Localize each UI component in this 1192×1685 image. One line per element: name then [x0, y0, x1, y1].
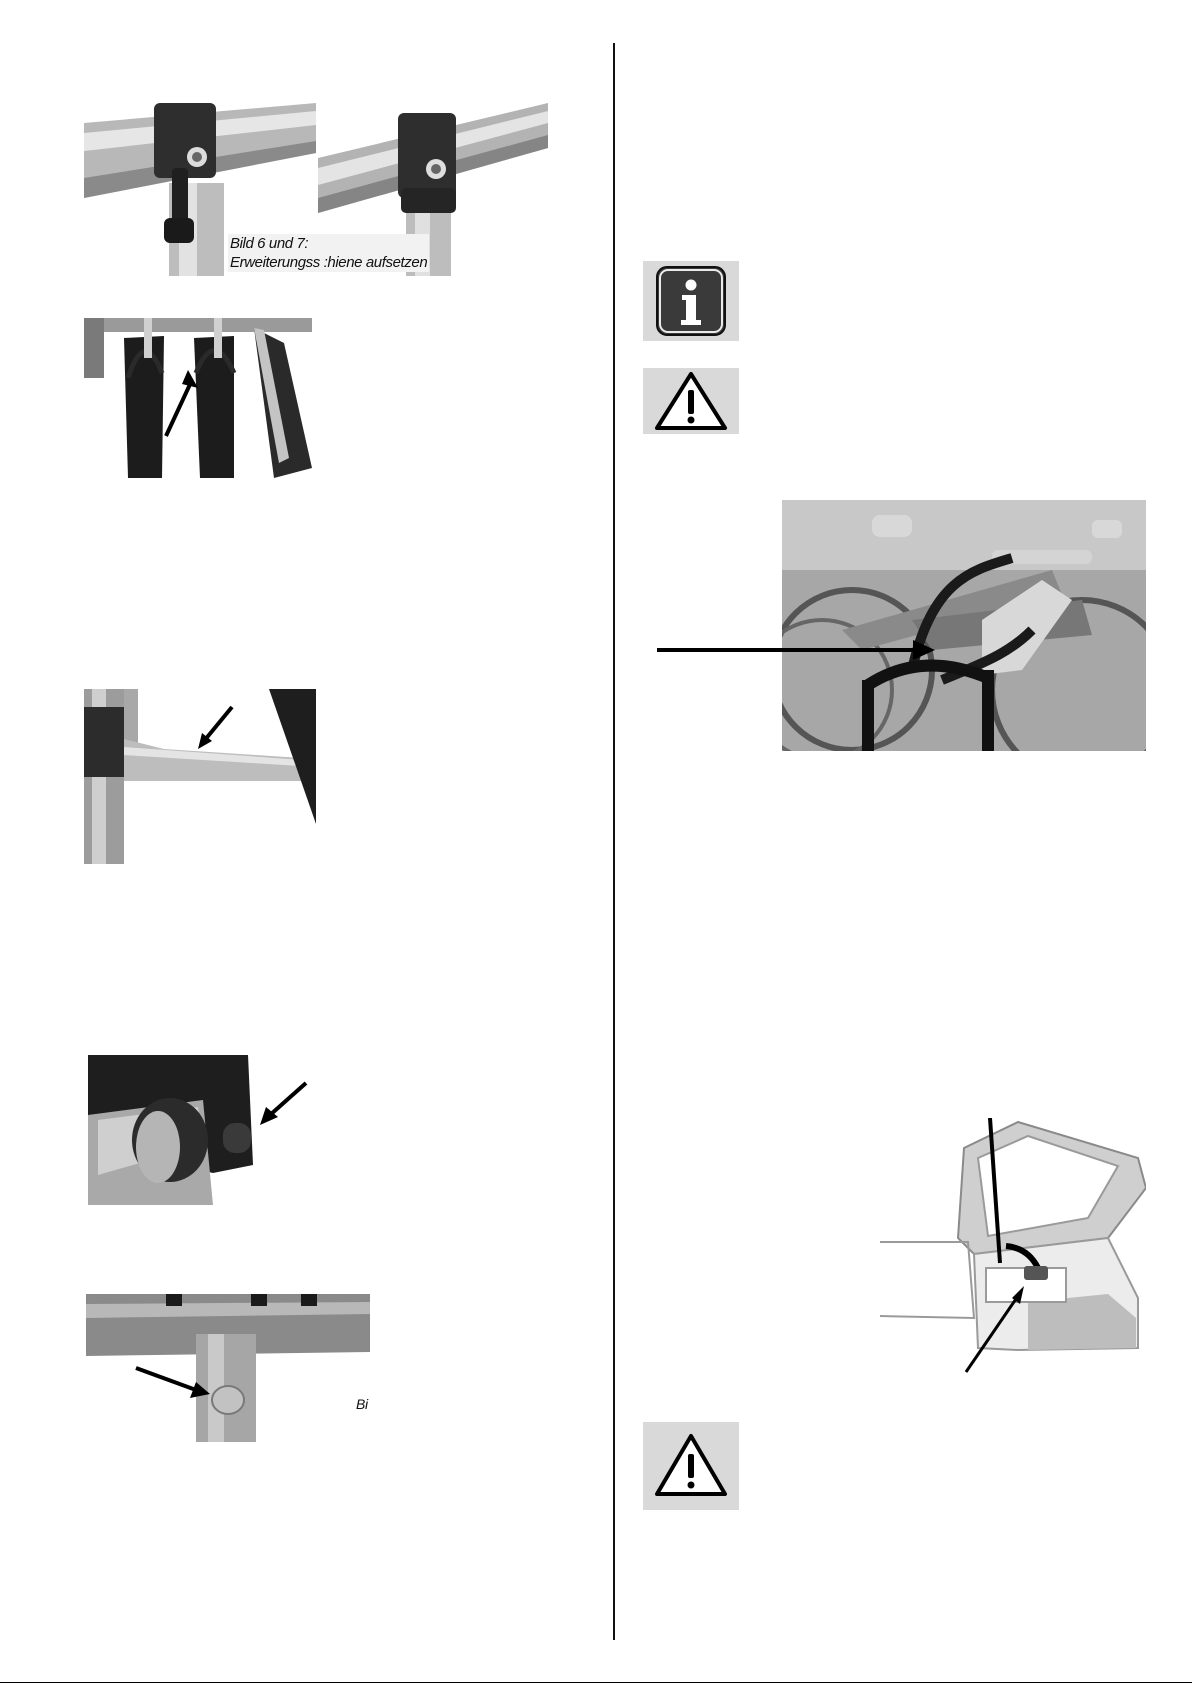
figure-6-7-caption [228, 234, 429, 272]
warning-triangle-icon [643, 1422, 739, 1510]
photo-locking-knob [88, 1055, 320, 1205]
drawing-car-trunk [878, 1118, 1146, 1373]
photo-bicycles-secured [782, 500, 1146, 751]
page-bottom-rule [0, 1682, 1192, 1683]
info-icon [643, 261, 739, 341]
column-divider [613, 43, 615, 1640]
figure-bottom-left-caption: Bi [356, 1396, 368, 1412]
figure-6-7-caption-line2: Erweiterungss :hiene aufsetzen [230, 254, 428, 271]
photo-tube-end-cap [86, 1294, 370, 1442]
photo-frame-joint [84, 689, 316, 864]
photo-wheel-trays [84, 318, 312, 481]
warning-triangle-icon [643, 368, 739, 434]
arrow-to-bicycle-strap [655, 638, 937, 662]
figure-6-7-caption-line1: Bild 6 und 7: [228, 234, 429, 253]
